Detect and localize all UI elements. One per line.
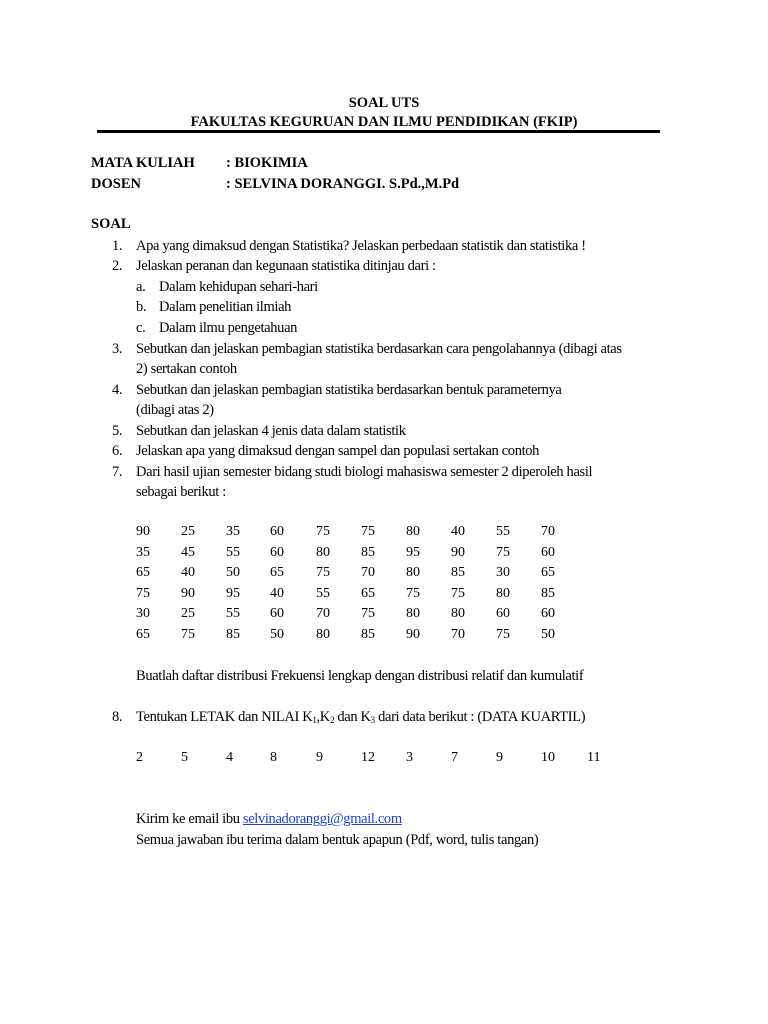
score-cell: 25 <box>181 606 195 621</box>
quartile-value: 2 <box>136 750 143 765</box>
q3-number: 3. <box>112 341 123 357</box>
quartile-value: 10 <box>541 750 555 765</box>
score-cell: 75 <box>496 627 510 642</box>
q7-number: 7. <box>112 464 123 480</box>
score-cell: 90 <box>181 586 195 601</box>
lecturer-label: DOSEN <box>91 176 141 192</box>
score-cell: 90 <box>451 545 465 560</box>
score-cell: 30 <box>136 606 150 621</box>
score-cell: 75 <box>316 565 330 580</box>
quartile-value: 12 <box>361 750 375 765</box>
score-cell: 75 <box>181 627 195 642</box>
q5-number: 5. <box>112 423 123 439</box>
quartile-value: 9 <box>496 750 503 765</box>
quartile-value: 11 <box>587 750 601 765</box>
email-line <box>136 811 402 828</box>
q2-sub-a-text: Dalam kehidupan sehari-hari <box>159 279 318 295</box>
score-cell: 45 <box>181 545 195 560</box>
q7-instruction: Buatlah daftar distribusi Frekuensi lengkap dengan distribusi relatif dan kumulatif <box>136 668 584 684</box>
quartile-value: 3 <box>406 750 413 765</box>
score-cell: 80 <box>406 606 420 621</box>
score-cell: 95 <box>406 545 420 560</box>
score-cell: 75 <box>361 606 375 621</box>
score-cell: 85 <box>361 545 375 560</box>
score-cell: 55 <box>316 586 330 601</box>
score-cell: 70 <box>316 606 330 621</box>
quartile-value: 7 <box>451 750 458 765</box>
score-cell: 80 <box>316 627 330 642</box>
q4-line1: Sebutkan dan jelaskan pembagian statistika berdasarkan bentuk parameternya <box>136 382 562 398</box>
score-cell: 55 <box>496 524 510 539</box>
q8-sub-1: 1 <box>312 715 317 725</box>
score-cell: 70 <box>451 627 465 642</box>
q3-line1: Sebutkan dan jelaskan pembagian statistika berdasarkan cara pengolahannya (dibagi atas <box>136 341 622 357</box>
footer-note: Semua jawaban ibu terima dalam bentuk apapun (Pdf, word, tulis tangan) <box>136 832 539 848</box>
score-cell: 40 <box>181 565 195 580</box>
score-cell: 60 <box>541 606 555 621</box>
score-cell: 75 <box>136 586 150 601</box>
quartile-value: 8 <box>270 750 277 765</box>
q2-text: Jelaskan peranan dan kegunaan statistika ditinjau dari : <box>136 258 436 274</box>
q2-sub-c-letter: c. <box>136 320 146 336</box>
score-cell: 35 <box>136 545 150 560</box>
score-cell: 75 <box>406 586 420 601</box>
score-cell: 95 <box>226 586 240 601</box>
score-cell: 85 <box>361 627 375 642</box>
quartile-value: 4 <box>226 750 233 765</box>
score-cell: 85 <box>226 627 240 642</box>
score-cell: 60 <box>496 606 510 621</box>
q1-text: Apa yang dimaksud dengan Statistika? Jelaskan perbedaan statistik dan statistika ! <box>136 238 586 254</box>
score-cell: 80 <box>496 586 510 601</box>
score-cell: 80 <box>451 606 465 621</box>
score-cell: 65 <box>361 586 375 601</box>
score-cell: 90 <box>406 627 420 642</box>
q8-text-c: dan K <box>334 709 371 725</box>
score-cell: 55 <box>226 545 240 560</box>
score-cell: 75 <box>361 524 375 539</box>
q8-sub-2: 2 <box>329 715 335 725</box>
q6-number: 6. <box>112 443 123 459</box>
q4-number: 4. <box>112 382 123 398</box>
score-cell: 75 <box>451 586 465 601</box>
q2-number: 2. <box>112 258 123 274</box>
course-value: : BIOKIMIA <box>226 155 308 171</box>
score-cell: 50 <box>270 627 284 642</box>
score-cell: 65 <box>541 565 555 580</box>
q2-sub-a-letter: a. <box>136 279 146 295</box>
score-cell: 65 <box>270 565 284 580</box>
q1-number: 1. <box>112 238 123 254</box>
score-cell: 80 <box>406 565 420 580</box>
course-label: MATA KULIAH <box>91 155 195 171</box>
score-cell: 55 <box>226 606 240 621</box>
q2-sub-b-letter: b. <box>136 299 147 315</box>
soal-heading: SOAL <box>91 216 131 232</box>
quartile-value: 9 <box>316 750 323 765</box>
q4-line2: (dibagi atas 2) <box>136 402 214 418</box>
score-cell: 50 <box>226 565 240 580</box>
q6-text: Jelaskan apa yang dimaksud dengan sampel dan populasi sertakan contoh <box>136 443 540 459</box>
q8-text <box>136 709 585 726</box>
doc-title: SOAL UTS <box>348 95 420 111</box>
q3-line2: 2) sertakan contoh <box>136 361 237 377</box>
score-cell: 85 <box>451 565 465 580</box>
score-cell: 30 <box>496 565 510 580</box>
score-cell: 60 <box>270 606 284 621</box>
q2-sub-c-text: Dalam ilmu pengetahuan <box>159 320 298 336</box>
q8-text-b: ,K <box>316 709 330 725</box>
score-cell: 65 <box>136 565 150 580</box>
score-cell: 25 <box>181 524 195 539</box>
score-cell: 70 <box>541 524 555 539</box>
q8-sub-3: 3 <box>370 715 375 725</box>
q5-text: Sebutkan dan jelaskan 4 jenis data dalam statistik <box>136 423 406 439</box>
q2-sub-b-text: Dalam penelitian ilmiah <box>159 299 292 315</box>
score-cell: 40 <box>451 524 465 539</box>
score-cell: 60 <box>541 545 555 560</box>
score-cell: 80 <box>316 545 330 560</box>
score-cell: 40 <box>270 586 284 601</box>
q8-text-a: Tentukan LETAK dan NILAI K <box>136 709 313 725</box>
q8-number: 8. <box>112 709 123 725</box>
q7-line1: Dari hasil ujian semester bidang studi biologi mahasiswa semester 2 diperoleh hasil <box>136 464 593 480</box>
score-cell: 80 <box>406 524 420 539</box>
score-cell: 90 <box>136 524 150 539</box>
score-cell: 50 <box>541 627 555 642</box>
lecturer-value: : SELVINA DORANGGI. S.Pd.,M.Pd <box>226 176 460 192</box>
q8-text-d: dari data berikut : (DATA KUARTIL) <box>374 709 586 725</box>
email-prefix: Kirim ke email ibu <box>136 811 243 827</box>
q7-line2: sebagai berikut : <box>136 484 226 500</box>
faculty-title: FAKULTAS KEGURUAN DAN ILMU PENDIDIKAN (FKIP) <box>190 114 578 130</box>
score-cell: 85 <box>541 586 555 601</box>
score-cell: 60 <box>270 545 284 560</box>
score-cell: 75 <box>496 545 510 560</box>
score-cell: 35 <box>226 524 240 539</box>
score-cell: 60 <box>270 524 284 539</box>
score-cell: 70 <box>361 565 375 580</box>
title-rule <box>97 130 660 133</box>
score-cell: 75 <box>316 524 330 539</box>
score-cell: 65 <box>136 627 150 642</box>
email-link[interactable]: selvinadoranggi@gmail.com <box>242 811 402 827</box>
quartile-value: 5 <box>181 750 188 765</box>
